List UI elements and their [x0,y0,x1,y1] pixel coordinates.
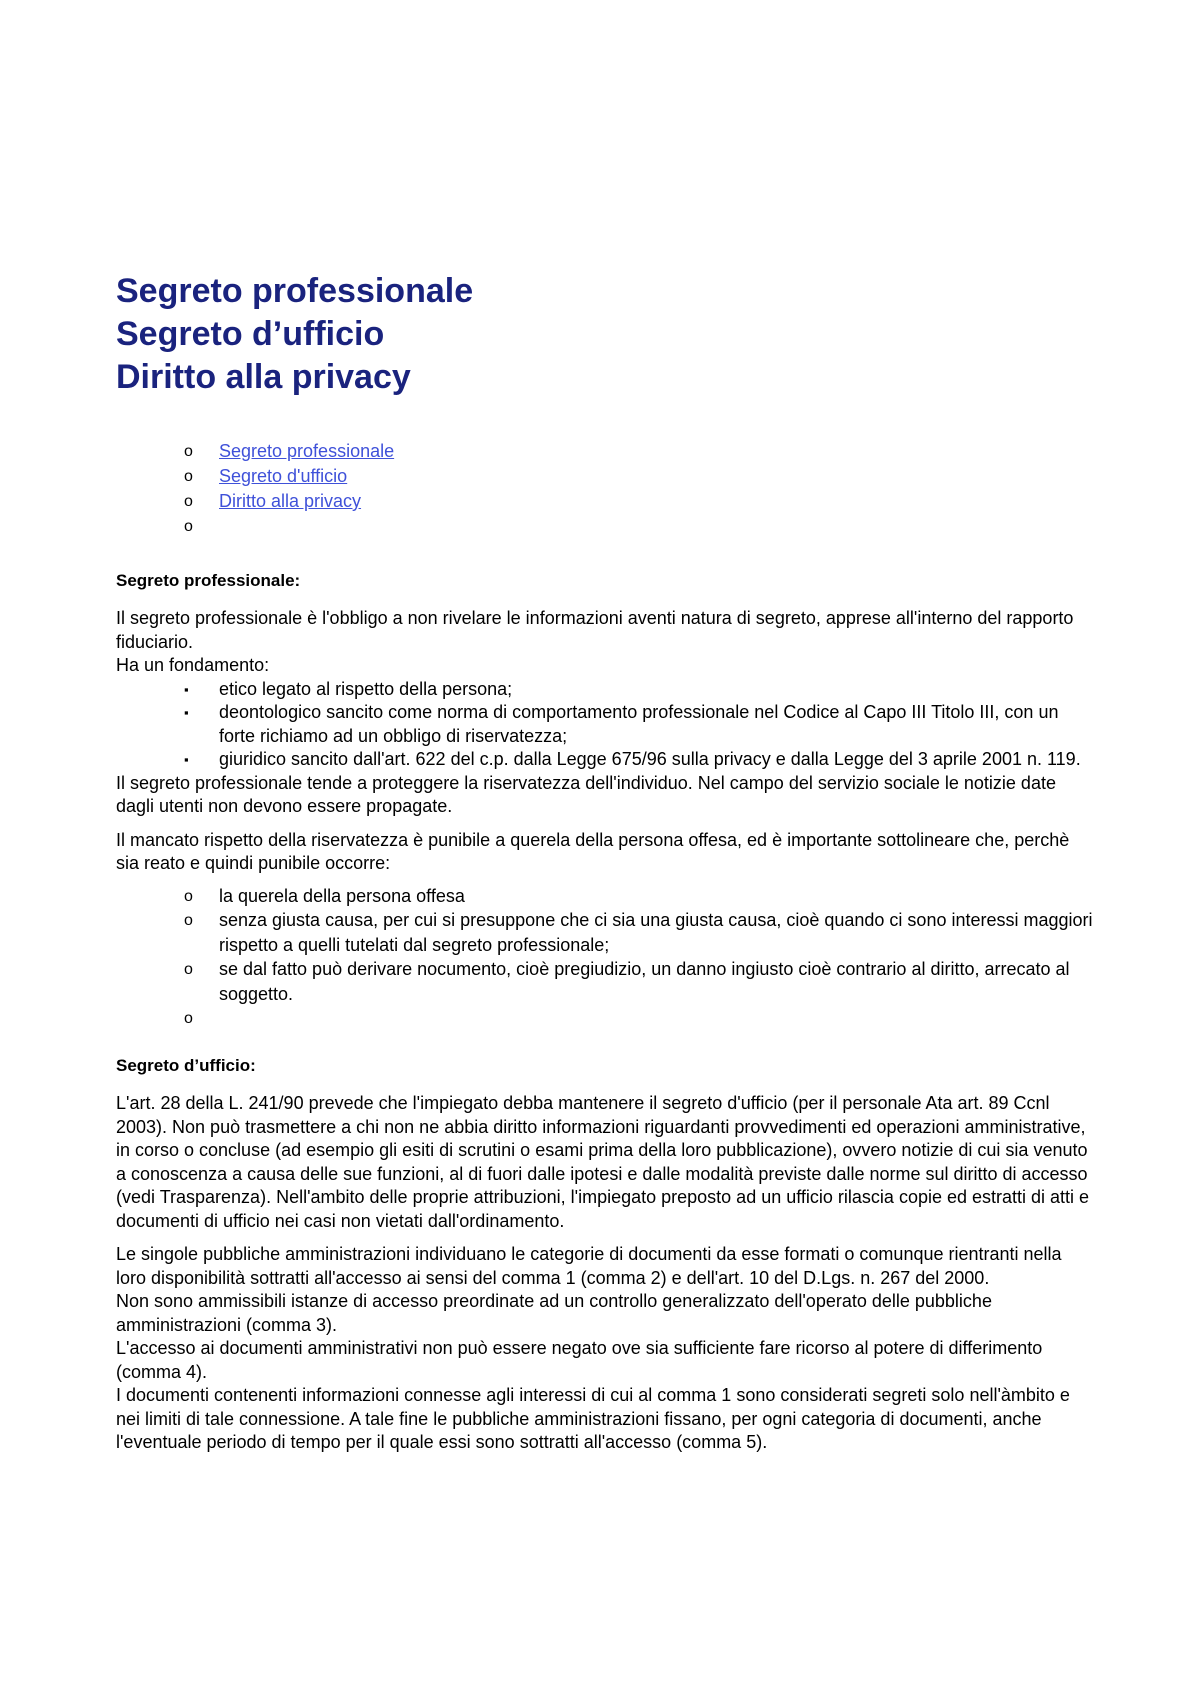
toc-item [116,439,1096,464]
title-line-1: Segreto professionale [116,272,474,310]
list-item-text: etico legato al rispetto della persona; [219,678,513,699]
toc-item [116,464,1096,489]
fondamenti-list [116,678,1096,772]
title-line-3: Diritto alla privacy [116,358,411,396]
condizioni-list [116,884,1096,1031]
paragraph-categorie: Le singole pubbliche amministrazioni individuano le categorie di documenti da esse formati o comunque rientranti nella loro disponibilità sottratti all'accesso ai sensi del comma 1 (comma 2) e dell'art. 10 del D.Lgs. n. 267 del 2000. [116,1244,1062,1288]
paragraph-punibile: Il mancato rispetto della riservatezza è punibile a querela della persona offesa, ed è importante sottolineare che, perchè sia reato e quindi punibile occorre: [116,829,1070,873]
square-bullet-icon: ▪ [184,681,189,697]
paragraph-fondamento: Ha un fondamento: [116,655,270,675]
list-item [116,908,1096,957]
paragraph-tutela: Il segreto professionale tende a proteggere la riservatezza dell'individuo. Nel campo del servizio sociale le notizie date dagli utenti non devono essere propagate. [116,772,1056,816]
circle-bullet-icon: o [184,887,193,905]
list-item [116,1006,1096,1030]
list-item [116,678,1096,702]
list-item [116,748,1096,772]
list-item [116,957,1096,1006]
square-bullet-icon: ▪ [184,752,189,767]
section-heading-segreto-ufficio: Segreto d’ufficio: [116,1056,256,1075]
document-title [116,270,1096,399]
paragraph-documenti: I documenti contenenti informazioni connesse agli interessi di cui al comma 1 sono considerati segreti solo nell'àmbito e nei limiti di tale connessione. A tale fine le pubbliche amministrazioni fissano, per ogni categoria di documenti, anche l'eventuale periodo di tempo per il quale essi sono sottratti all'accesso (comma 5). [116,1385,1070,1452]
circle-bullet-icon: o [184,443,193,460]
list-item-text: senza giusta causa, per cui si presuppone che ci sia una giusta causa, cioè quando ci sono interessi maggiori rispetto a quelli tutelati dal segreto professionale; [219,910,1093,955]
circle-bullet-icon: o [184,468,193,485]
title-line-2: Segreto d’ufficio [116,315,385,353]
table-of-contents [116,439,1096,539]
toc-link-segreto-ufficio[interactable]: Segreto d'ufficio [219,466,348,486]
toc-item [116,514,1096,539]
list-item-text: deontologico sancito come norma di comportamento professionale nel Codice al Capo III Titolo III, con un forte richiamo ad un obbligo di riservatezza; [219,702,1059,746]
list-item-text: se dal fatto può derivare nocumento, cioè pregiudizio, un danno ingiusto cioè contrario al diritto, arrecato al soggetto. [219,959,1070,1004]
toc-item [116,489,1096,514]
section-heading-segreto-professionale: Segreto professionale: [116,571,301,590]
circle-bullet-icon: o [184,518,193,535]
paragraph-intro: Il segreto professionale è l'obbligo a non rivelare le informazioni aventi natura di segreto, apprese all'interno del rapporto fiduciario. [116,608,1074,652]
paragraph-differimento: L'accesso ai documenti amministrativi non può essere negato ove sia sufficiente fare ricorso al potere di differimento (comma 4). [116,1338,1043,1382]
paragraph-art28: L'art. 28 della L. 241/90 prevede che l'impiegato debba mantenere il segreto d'ufficio (per il personale Ata art. 89 Ccnl 2003). Non può trasmettere a chi non ne abbia diritto informazioni riguardanti provvedimenti ed operazioni amministrative, in corso o concluse (ad esempio gli esiti di scrutini o esami prima della loro pubblicazione), ovvero notizie di cui sia venuto a conoscenza a causa delle sue funzioni, al di fuori dalle ipotesi e dalle modalità previste dalle norme sul diritto di accesso (vedi Trasparenza). Nell'ambito delle proprie attribuzioni, l'impiegato preposto ad un ufficio rilascia copie ed estratti di atti e documenti di ufficio nei casi non vietati dall'ordinamento. [116,1093,1090,1231]
circle-bullet-icon: o [184,493,193,510]
circle-bullet-icon: o [184,1010,193,1027]
list-item [116,884,1096,909]
toc-link-diritto-privacy[interactable]: Diritto alla privacy [219,491,362,511]
list-item [116,701,1096,748]
document-page [116,270,1096,1455]
circle-bullet-icon: o [184,961,193,978]
paragraph-istanze: Non sono ammissibili istanze di accesso preordinate ad un controllo generalizzato dell'operato delle pubbliche amministrazioni (comma 3). [116,1291,992,1335]
list-item-text: giuridico sancito dall'art. 622 del c.p. dalla Legge 675/96 sulla privacy e dalla Legge del 3 aprile 2001 n. 119. [219,749,1081,769]
toc-link-segreto-professionale[interactable]: Segreto professionale [219,441,395,461]
list-item-text: la querela della persona offesa [219,885,465,906]
square-bullet-icon: ▪ [184,705,189,720]
circle-bullet-icon: o [184,912,193,929]
